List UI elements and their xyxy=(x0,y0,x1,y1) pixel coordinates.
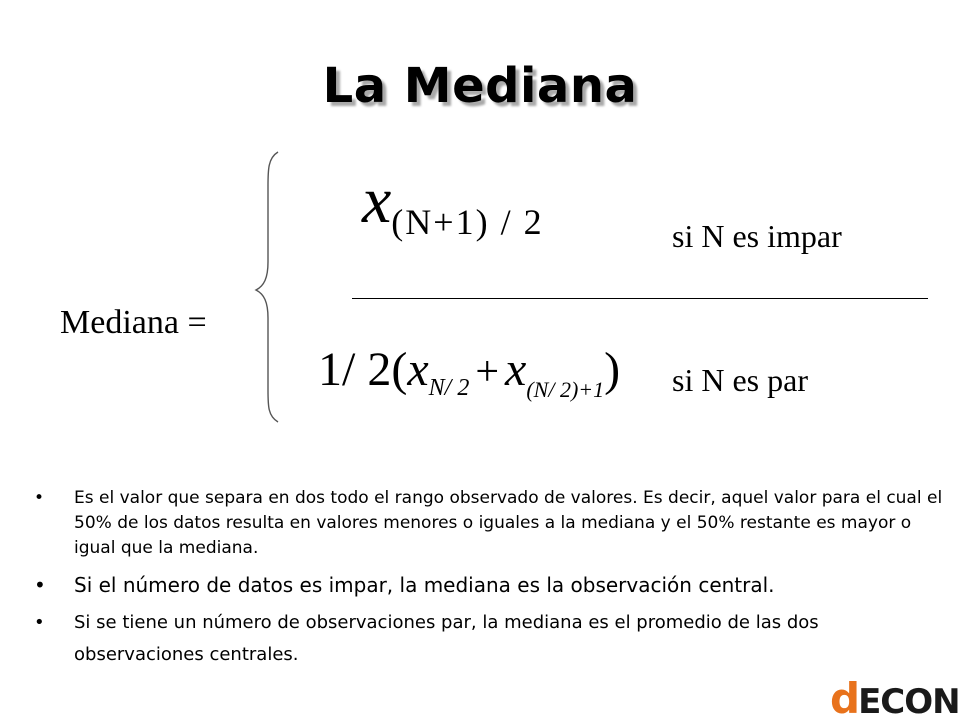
formula-variable: x xyxy=(362,164,392,237)
bullet-item xyxy=(34,607,944,671)
median-label: Mediana = xyxy=(60,304,207,341)
bullet-text: Si se tiene un número de observaciones par, la mediana es el promedio de las dos observaciones centrales. xyxy=(74,612,819,665)
decon-logo xyxy=(830,674,960,723)
formula-plus: + xyxy=(475,349,500,395)
median-odd-formula xyxy=(362,164,544,242)
bullet-icon: • xyxy=(34,488,45,508)
formula-variable: x xyxy=(505,343,527,396)
formula-subscript: N/ 2 xyxy=(428,375,470,401)
formula-subscript: (N+1) / 2 xyxy=(391,202,544,242)
bullet-item xyxy=(34,571,944,599)
bullet-list xyxy=(34,486,944,679)
formula-subscript: (N/ 2)+1 xyxy=(526,377,605,402)
bullet-text: Si el número de datos es impar, la mediana es la observación central. xyxy=(74,573,775,597)
case-divider xyxy=(352,298,928,299)
logo-text: ECON xyxy=(858,682,960,722)
median-even-formula xyxy=(318,342,621,402)
logo-accent-letter: d xyxy=(830,674,859,723)
condition-odd: si N es impar xyxy=(672,218,842,254)
formula-suffix: ) xyxy=(604,343,621,396)
bullet-icon: • xyxy=(34,612,45,633)
curly-brace-icon xyxy=(248,150,288,425)
formula-variable: x xyxy=(407,343,429,396)
condition-even: si N es par xyxy=(672,362,808,398)
slide-title: La Mediana xyxy=(322,58,638,114)
formula-prefix: 1/ 2( xyxy=(318,343,408,396)
bullet-text: Es el valor que separa en dos todo el rango observado de valores. Es decir, aquel valor para el cual el 50% de los datos resulta en valores menores o iguales a la mediana y el 50% restante es mayor o igual que la mediana. xyxy=(74,488,943,558)
bullet-icon: • xyxy=(34,573,46,597)
bullet-item xyxy=(34,486,944,561)
